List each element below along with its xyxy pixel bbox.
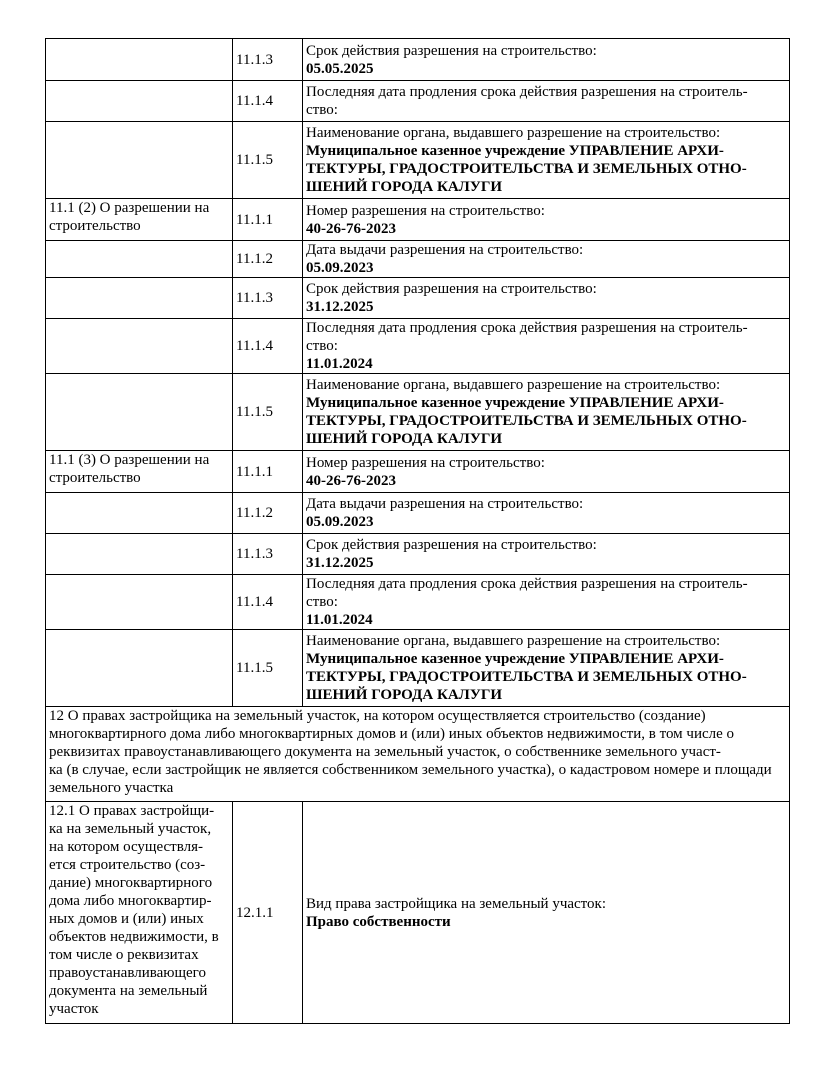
item-label: Дата выдачи разрешения на строительство:: [306, 496, 584, 512]
section-label: 11.1 (2) О разрешении на строительство: [46, 199, 233, 241]
table-row: [46, 319, 790, 374]
item-label: Срок действия разрешения на строительство:: [306, 42, 597, 59]
section-label: [46, 241, 233, 278]
item-label: Последняя дата продления срока действия разрешения на строитель- ство:: [306, 576, 748, 610]
table-row: [46, 534, 790, 575]
table-row: [46, 39, 790, 81]
section-label: [46, 81, 233, 122]
item-label: Дата выдачи разрешения на строительство:: [306, 242, 584, 258]
item-number: 11.1.4: [233, 81, 303, 122]
item-label: Номер разрешения на строительство:: [306, 202, 545, 219]
item-number: 11.1.4: [233, 575, 303, 630]
item-number: 11.1.3: [233, 278, 303, 319]
item-label: Наименование органа, выдавшего разрешение на строительство:: [306, 377, 721, 393]
item-label: Наименование органа, выдавшего разрешение на строительство:: [306, 633, 721, 649]
item-label: Наименование органа, выдавшего разрешение на строительство:: [306, 125, 721, 141]
table-row: [46, 493, 790, 534]
item-number: 11.1.4: [233, 319, 303, 374]
item-content: [303, 199, 790, 241]
item-content: [303, 802, 790, 1024]
item-value: 40-26-76-2023: [306, 220, 396, 237]
table-row: [46, 802, 790, 1024]
table-row: [46, 241, 790, 278]
item-label: Срок действия разрешения на строительство:: [306, 281, 597, 297]
section-label: [46, 493, 233, 534]
item-number: 11.1.5: [233, 122, 303, 199]
section-label: 12.1 О правах застройщи- ка на земельный участок, на котором осуществля- ется строительство (соз- дание) многоквартирного дома либо многоквартир- ных домов и (или) иных объектов недвижимости, в том числе о реквизитах правоустанавливающего документа на земельный участок: [46, 802, 233, 1024]
item-value: 05.09.2023: [306, 260, 374, 276]
item-content: [303, 374, 790, 451]
table-row: [46, 122, 790, 199]
section-label: [46, 534, 233, 575]
item-content: [303, 39, 790, 81]
item-value: 31.12.2025: [306, 299, 374, 315]
item-content: [303, 534, 790, 575]
item-label: Срок действия разрешения на строительство:: [306, 537, 597, 553]
table-row: [46, 81, 790, 122]
table-row: [46, 630, 790, 707]
section-label: [46, 39, 233, 81]
item-content: [303, 493, 790, 534]
section-12-heading: 12 О правах застройщика на земельный участок, на котором осуществляется строительство (создание) многоквартирного дома либо многоквартирных домов и (или) иных объектов недвижимости, в том числе о реквизитах правоустанавливающего документа на земельный участок, о собственнике земельного участ- ка (в случае, если застройщик не является собственником земельного участка), о кадастровом номере и площади земельного участка: [46, 707, 790, 802]
item-value: 05.09.2023: [306, 514, 374, 530]
item-value: 11.01.2024: [306, 612, 373, 628]
item-label: Номер разрешения на строительство:: [306, 454, 545, 471]
item-content: [303, 319, 790, 374]
item-value: Муниципальное казенное учреждение УПРАВЛЕНИЕ АРХИ- ТЕКТУРЫ, ГРАДОСТРОИТЕЛЬСТВА И ЗЕМЕЛЬНЫХ ОТНО- ШЕНИЙ ГОРОДА КАЛУГИ: [306, 143, 747, 195]
section-label: [46, 122, 233, 199]
item-value: Муниципальное казенное учреждение УПРАВЛЕНИЕ АРХИ- ТЕКТУРЫ, ГРАДОСТРОИТЕЛЬСТВА И ЗЕМЕЛЬНЫХ ОТНО- ШЕНИЙ ГОРОДА КАЛУГИ: [306, 651, 747, 703]
item-number: 11.1.2: [233, 493, 303, 534]
section-label: [46, 575, 233, 630]
item-content: [303, 241, 790, 278]
item-number: 11.1.5: [233, 374, 303, 451]
section-label: [46, 374, 233, 451]
document-table: [45, 38, 790, 1024]
item-value: 05.05.2025: [306, 60, 374, 77]
item-content: [303, 451, 790, 493]
item-number: 11.1.2: [233, 241, 303, 278]
item-number: 11.1.3: [233, 534, 303, 575]
item-number: 11.1.3: [233, 39, 303, 81]
table-row: [46, 199, 790, 241]
item-label: Последняя дата продления срока действия разрешения на строитель- ство:: [306, 84, 748, 118]
table-row: [46, 575, 790, 630]
item-content: [303, 575, 790, 630]
item-value: Муниципальное казенное учреждение УПРАВЛЕНИЕ АРХИ- ТЕКТУРЫ, ГРАДОСТРОИТЕЛЬСТВА И ЗЕМЕЛЬНЫХ ОТНО- ШЕНИЙ ГОРОДА КАЛУГИ: [306, 395, 747, 447]
item-content: [303, 278, 790, 319]
item-number: 11.1.1: [233, 199, 303, 241]
item-content: [303, 81, 790, 122]
section-12-heading-row: [46, 707, 790, 802]
item-content: [303, 630, 790, 707]
item-content: [303, 122, 790, 199]
item-value: 11.01.2024: [306, 356, 373, 372]
item-value: 40-26-76-2023: [306, 472, 396, 489]
section-label: [46, 630, 233, 707]
section-label: 11.1 (3) О разрешении на строительство: [46, 451, 233, 493]
section-label: [46, 319, 233, 374]
item-number: 12.1.1: [233, 802, 303, 1024]
section-label: [46, 278, 233, 319]
item-label: Последняя дата продления срока действия разрешения на строитель- ство:: [306, 320, 748, 354]
item-value: Право собственности: [306, 913, 451, 930]
item-value: 31.12.2025: [306, 555, 374, 571]
item-number: 11.1.1: [233, 451, 303, 493]
table-row: [46, 278, 790, 319]
table-row: [46, 451, 790, 493]
item-number: 11.1.5: [233, 630, 303, 707]
table-row: [46, 374, 790, 451]
item-label: Вид права застройщика на земельный участок:: [306, 895, 606, 912]
